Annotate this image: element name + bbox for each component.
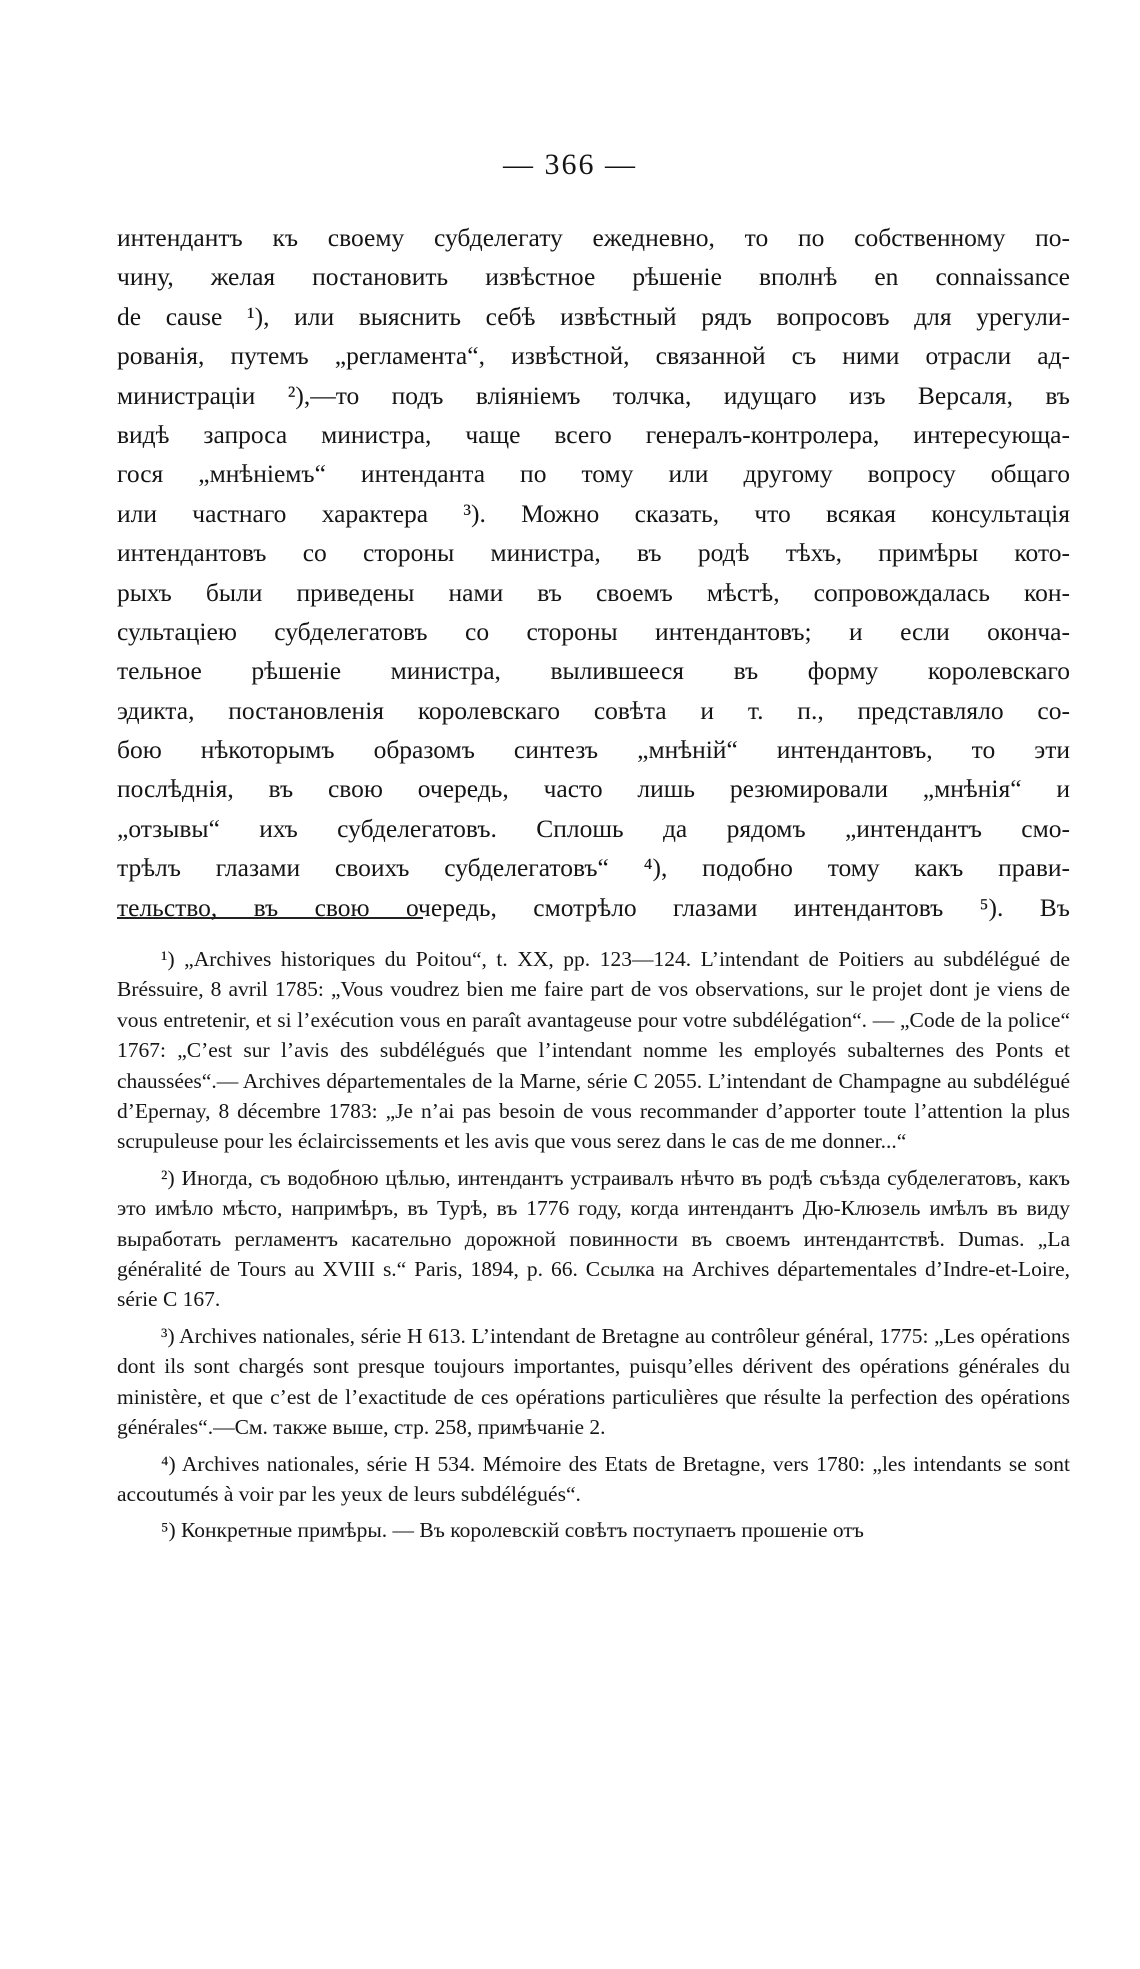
footnote-5 — [117, 1515, 1070, 1545]
main-text-line: тельное рѣшеніе министра, вылившееся въ форму королевскаго — [117, 656, 1070, 686]
main-text-line: трѣлъ глазами своихъ субделегатовъ“ ⁴), подобно тому какъ прави- — [117, 853, 1070, 883]
page-number: — 366 — — [503, 148, 637, 181]
main-text-line: чину, желая постановить извѣстное рѣшеніе вполнѣ en connaissance — [117, 262, 1070, 292]
footnote-marker: ⁵) — [161, 1518, 176, 1543]
footnote-2 — [117, 1163, 1070, 1315]
footnote-marker: ³) — [161, 1323, 175, 1348]
footnote-1 — [117, 944, 1070, 1157]
footnote-marker: ¹) — [161, 947, 175, 971]
footnote-marker: ²) — [161, 1165, 175, 1190]
footnotes — [117, 944, 1070, 1552]
main-text-line: de cause ¹), или выяснить себѣ извѣстный рядъ вопросовъ для урегули- — [117, 301, 1070, 331]
main-text — [117, 218, 1070, 927]
main-text-line: видѣ запроса министра, чаще всего генералъ-контролера, интересующа- — [117, 419, 1070, 449]
footnote-marker: ⁴) — [161, 1451, 176, 1476]
main-text-line: министраціи ²),—то подъ вліяніемъ толчка, идущаго изъ Версаля, въ — [117, 380, 1070, 410]
main-text-line: рыхъ были приведены нами въ своемъ мѣстѣ, сопровождалась кон- — [117, 577, 1070, 607]
footnote-3 — [117, 1321, 1070, 1443]
main-text-line: интендантъ къ своему субделегату ежедневно, то по собственному по- — [117, 223, 1070, 252]
main-text-line: гося „мнѣніемъ“ интенданта по тому или другому вопросу общаго — [117, 459, 1070, 489]
footnote-text: „Archives historiques du Poitou“, t. XX, pp. 123—124. L’intendant de Poitiers au subdélégué de Bréssuire, 8 avril 1785: „Vous voudrez bien me faire part de vos observations, sur le projet dont je viens de vous entretenir, et si l’exécution vous en paraît avantageuse pour votre subdélégation“. — „Code de la police“ 1767: „C’est sur l’avis des subdélégués que l’intendant nomme les employés subalternes des Ponts et chaussées“.— Archives départementales de la Marne, série C 2055. L’intendant de Champagne au subdélégué d’Epernay, 8 décembre 1783: „Je n’ai pas besoin de vous recommander d’apporter toute l’attention la plus scrupuleuse pour les éclaircissements et les avis que vous serez dans le cas de me donner...“ — [117, 947, 1070, 1154]
footnote-text: Archives nationales, série H 534. Mémoire des Etats de Bretagne, vers 1780: „les intendants se sont accoutumés à voir par les yeux de leurs subdélégués“. — [117, 1451, 1070, 1506]
main-text-line: рованія, путемъ „регламента“, извѣстной, связанной съ ними отрасли ад- — [117, 341, 1070, 371]
footnote-text: Иногда, съ водобною цѣлью, интендантъ устраивалъ нѣчто въ родѣ съѣзда субделегатовъ, какъ это имѣло мѣсто, напримѣръ, въ Турѣ, въ 1776 году, когда интендантъ Дю-Клюзель имѣлъ въ виду выработать регламентъ касательно дорожной повинности въ своемъ интендантствѣ. Dumas. „La généralité de Tours au XVIII s.“ Paris, 1894, p. 66. Ссылка на Archives départementales d’Indre-et-Loire, série C 167. — [117, 1165, 1070, 1312]
main-text-line: сультаціею субделегатовъ со стороны интендантовъ; и если оконча- — [117, 616, 1070, 646]
main-text-line: эдикта, постановленія королевскаго совѣта и т. п., представляло со- — [117, 695, 1070, 725]
main-text-line: или частнаго характера ³). Можно сказать, что всякая консультація — [117, 498, 1070, 528]
main-text-line: интендантовъ со стороны министра, въ родѣ тѣхъ, примѣры кото- — [117, 538, 1070, 568]
main-text-line: послѣднія, въ свою очередь, часто лишь резюмировали „мнѣнія“ и — [117, 774, 1070, 804]
main-text-line: „отзывы“ ихъ субделегатовъ. Сплошь да рядомъ „интендантъ смо- — [117, 813, 1070, 843]
footnote-divider — [117, 917, 423, 919]
footnote-text: Archives nationales, série H 613. L’intendant de Bretagne au contrôleur général, 1775: „Les opérations dont ils sont chargés sont presque toujours importantes, puisqu’elles dérivent des opérations générales du ministère, et que c’est de l’exactitude de ces opérations particulières que résulte la perfection des opérations générales“.—См. также выше, стр. 258, примѣчаніе 2. — [117, 1323, 1070, 1440]
footnote-4 — [117, 1449, 1070, 1510]
footnote-text: Конкретные примѣры. — Въ королевскій совѣтъ поступаетъ прошеніе отъ — [181, 1518, 864, 1543]
main-text-line: тельство, въ свою очередь, смотрѣло глазами интендантовъ ⁵). Въ — [117, 892, 1070, 922]
main-text-line: бою нѣкоторымъ образомъ синтезъ „мнѣній“ интендантовъ, то эти — [117, 735, 1070, 765]
